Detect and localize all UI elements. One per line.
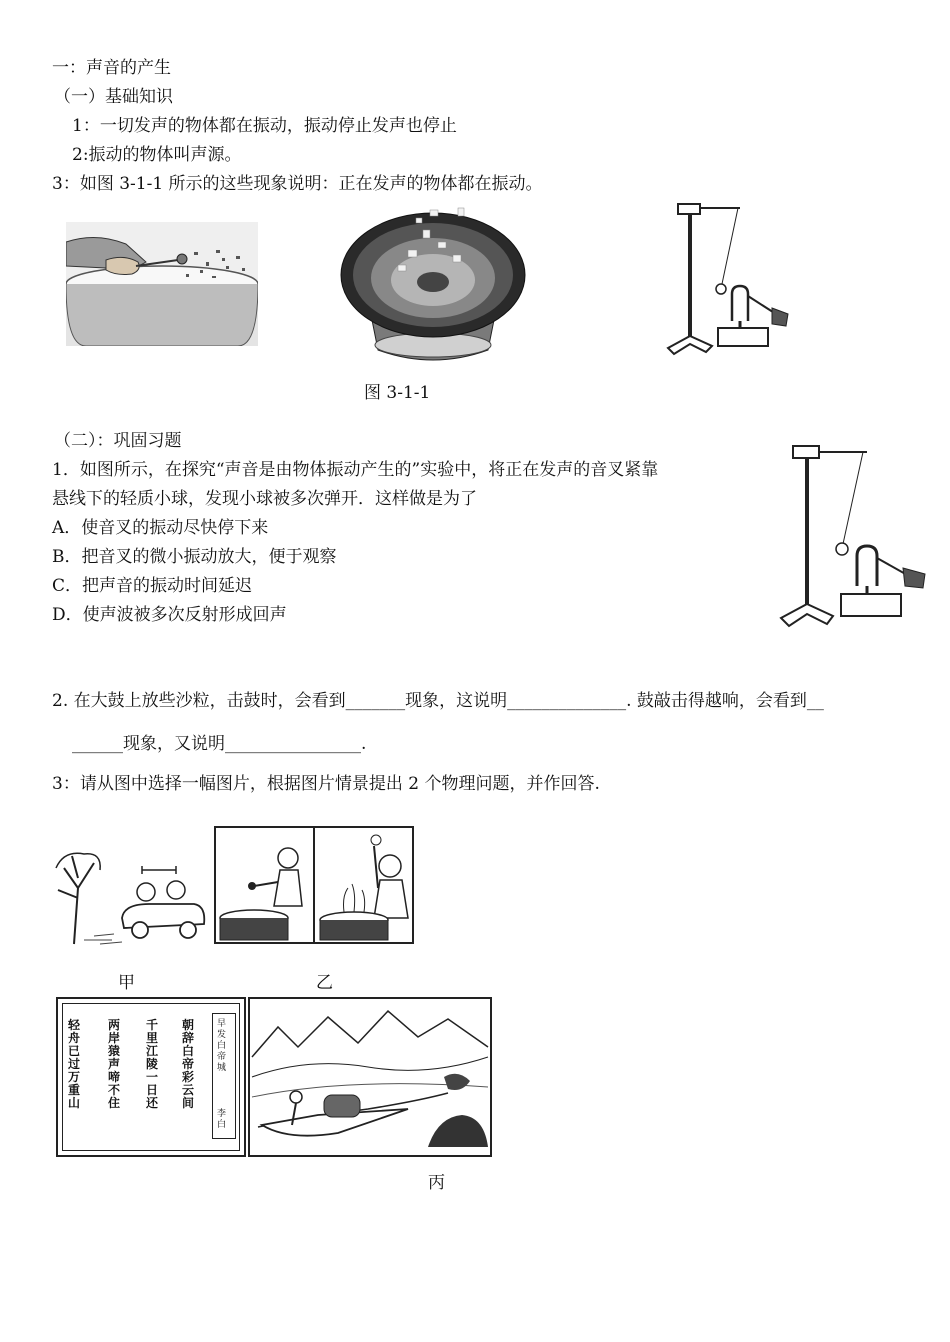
poem-panel: [56, 997, 246, 1157]
label-yi: 乙: [316, 973, 333, 993]
question-1-option-d: D．使声波被多次反射形成回声: [52, 605, 287, 625]
question-1-option-c: C．把声音的振动时间延迟: [52, 576, 253, 596]
question-2-line-2: ______现象，又说明________________.: [72, 734, 367, 754]
picture-yi: [214, 826, 414, 944]
question-1-line-2: 悬线下的轻质小球，发现小球被多次弹开．这样做是为了: [52, 489, 477, 509]
question-3: 3：请从图中选择一幅图片，根据图片情景提出 2 个物理问题，并作回答.: [52, 774, 600, 794]
poem-column-2: 千里江陵一日还: [146, 1018, 159, 1110]
figure-caption: 图 3-1-1: [364, 383, 431, 403]
poem-column-3: 两岸猿声啼不住: [108, 1018, 121, 1110]
poem-title: 早发白帝城: [217, 1019, 227, 1073]
picture-bing-landscape: [248, 997, 492, 1157]
picture-jia: [54, 848, 209, 946]
label-jia: 甲: [118, 973, 135, 993]
subsection-basics: （一）基础知识: [54, 87, 173, 107]
question-1-option-b: B．把音叉的微小振动放大，便于观察: [52, 547, 337, 567]
poem-column-1: 朝辞白帝彩云间: [182, 1018, 195, 1110]
knowledge-item-3: 3：如图 3-1-1 所示的这些现象说明：正在发声的物体都在振动。: [52, 174, 543, 194]
knowledge-item-1: 1：一切发声的物体都在振动，振动停止发声也停止: [72, 116, 457, 136]
knowledge-item-2: 2:振动的物体叫声源。: [72, 145, 242, 165]
question-1-line-1: 1．如图所示，在探究“声音是由物体振动产生的”实验中，将正在发声的音叉紧靠: [52, 460, 659, 480]
section-title: 一：声音的产生: [52, 58, 171, 78]
speaker-figure: [338, 200, 528, 365]
question-1-option-a: A．使音叉的振动尽快停下来: [52, 518, 269, 538]
subsection-exercises: （二）：巩固习题: [54, 431, 182, 451]
tuning-fork-experiment-figure: [775, 436, 935, 631]
poem-column-4: 轻舟已过万重山: [68, 1018, 81, 1110]
drum-sand-figure: [66, 222, 258, 346]
poem-author: 李白: [217, 1109, 227, 1130]
label-bing: 丙: [428, 1173, 445, 1193]
question-2-line-1: 2. 在大鼓上放些沙粒，击鼓时，会看到_______现象，这说明______________. 鼓敲击得越响，会看到__: [52, 691, 824, 711]
tuning-fork-stand-figure: [660, 196, 795, 358]
